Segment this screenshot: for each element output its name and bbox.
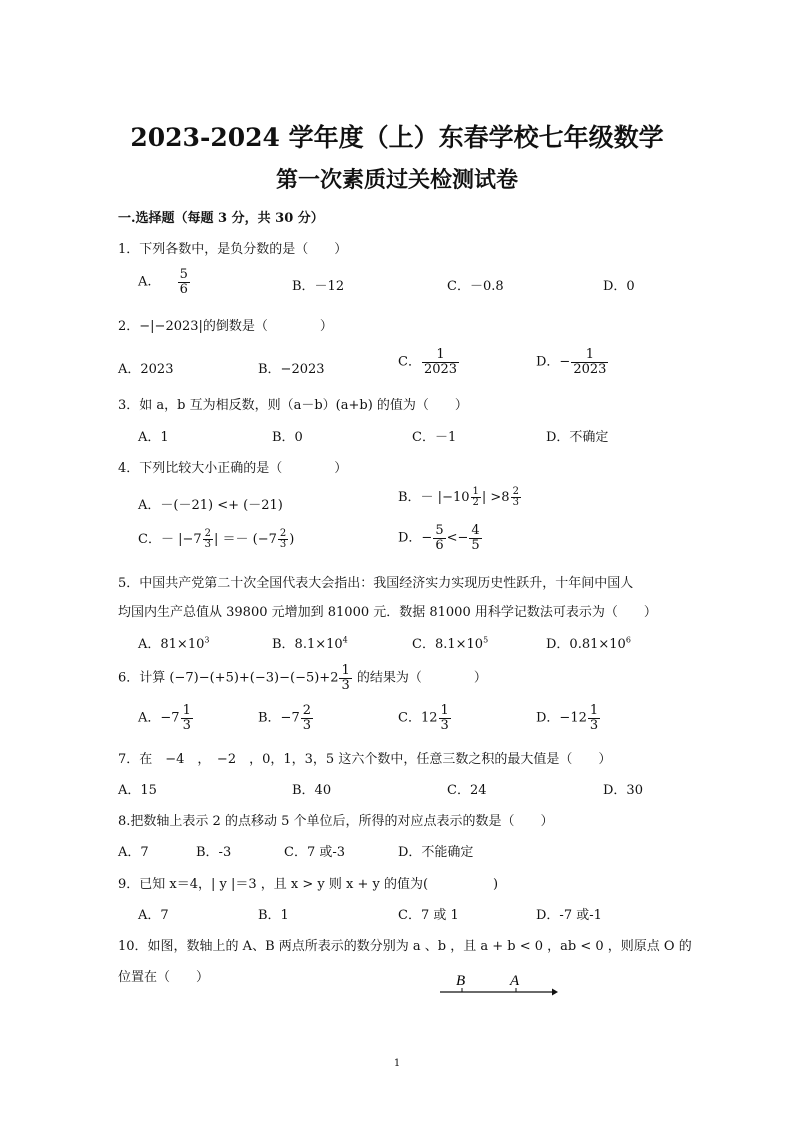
q6-option-d: D．−12 $\frac{1}{3}$ [536,703,599,733]
q4-option-b: B．－ |−10 $\frac{1}{2}$ | >8 $\frac{2}{3}$ [398,485,519,508]
q9-option-a: A．7 [138,908,169,923]
q2-option-d: D．− $\frac{1}{2023}$ [536,347,607,377]
q5-option-c: C．$8.1\times 10^5$ [412,635,489,652]
q7-option-c: C．24 [447,783,487,798]
q6-option-b: B．−7 $\frac{2}{3}$ [258,703,311,733]
q3-option-b: B．0 [272,430,303,445]
paper-title: 2023-2024 学年度（上）东春学校七年级数学 [130,123,664,152]
q7-option-a: A．15 [118,783,157,798]
q9-option-d: D．-7 或-1 [536,908,602,923]
q2-stem: 2．−|−2023|的倒数是（ ） [118,319,333,334]
q2-option-b: B．−2023 [258,362,325,377]
page-number: 1 [393,1058,401,1069]
point-b-label: B [456,973,466,989]
q4-option-a: A．－(－21) <+ (－21) [138,498,283,513]
q8-option-d: D．不能确定 [398,845,474,860]
q1-option-b: B．－12 [292,279,345,294]
q3-option-d: D．不确定 [546,430,609,445]
q10-stem-line1: 10．如图，数轴上的 A、B 两点所表示的数分别为 a 、b ，且 a + b < 0 ，ab < 0 ，则原点 O 的 [118,939,692,954]
section-heading: 一.选择题（每题 3 分，共 30 分） [118,211,324,226]
number-line-figure [438,968,558,998]
q10-stem-line2: 位置在（ ） [118,970,210,985]
point-a-label: A [510,973,520,989]
q5-option-a: A．$81\times 10^3$ [138,635,210,652]
q3-option-c: C．－1 [412,430,457,445]
q2-option-c: C． $\frac{1}{2023}$ [398,347,458,377]
q2-option-a: A．2023 [118,362,174,377]
q4-stem: 4．下列比较大小正确的是（ ） [118,461,348,476]
q5-stem-line1: 5．中国共产党第二十次全国代表大会指出：我国经济实力实现历史性跃升，十年间中国人 [118,576,634,591]
q6-stem: 6．计算 (−7)−(+5)+(−3)−(−5)+2 $\frac{1}{3}$ 的结果为（ ） [118,663,487,693]
q1-option-d: D．0 [603,279,635,294]
q5-stem-line2: 均国内生产总值从 39800 元增加到 81000 元．数据 81000 用科学记数法可表示为（ ） [118,605,657,620]
paper-subtitle: 第一次素质过关检测试卷 [275,167,518,193]
q3-option-a: A．1 [138,430,169,445]
q9-option-b: B．1 [258,908,289,923]
q8-stem: 8.把数轴上表示 2 的点移动 5 个单位后，所得的对应点表示的数是（ ） [118,814,554,829]
number-line-arrow [552,989,558,996]
q8-option-c: C．7 或-3 [284,845,346,860]
q9-option-c: C．7 或 1 [398,908,459,923]
q5-option-d: D．$0.81\times 10^6$ [546,635,631,652]
q1-option-c: C．－0.8 [447,279,504,294]
q9-stem: 9．已知 x＝4，| y |＝3 ，且 x > y 则 x + y 的值为( ) [118,877,499,892]
q7-option-d: D．30 [603,783,643,798]
q4-option-d: D．− $\frac{5}{6}$ <− $\frac{4}{5}$ [398,523,480,553]
q7-stem: 7．在 −4 ， −2 ，0，1，3，5 这六个数中，任意三数之积的最大值是（ ） [118,752,612,767]
q4-option-c: C．－ |−7 $\frac{2}{3}$ | ＝－ (−7 $\frac{2}{3}$ ) [138,527,295,550]
q6-option-c: C．12 $\frac{1}{3}$ [398,703,449,733]
q7-option-b: B．40 [292,783,332,798]
q1-stem: 1．下列各数中，是负分数的是（ ） [118,242,348,257]
q1-option-a: A. $\frac{5}{6}$ [138,267,188,297]
q5-option-b: B．$8.1\times 10^4$ [272,635,348,652]
q6-option-a: A．−7 $\frac{1}{3}$ [138,703,191,733]
q8-option-b: B．-3 [196,845,232,860]
q8-option-a: A．7 [118,845,149,860]
q3-stem: 3．如 a，b 互为相反数，则（a－b）(a+b) 的值为（ ） [118,398,468,413]
